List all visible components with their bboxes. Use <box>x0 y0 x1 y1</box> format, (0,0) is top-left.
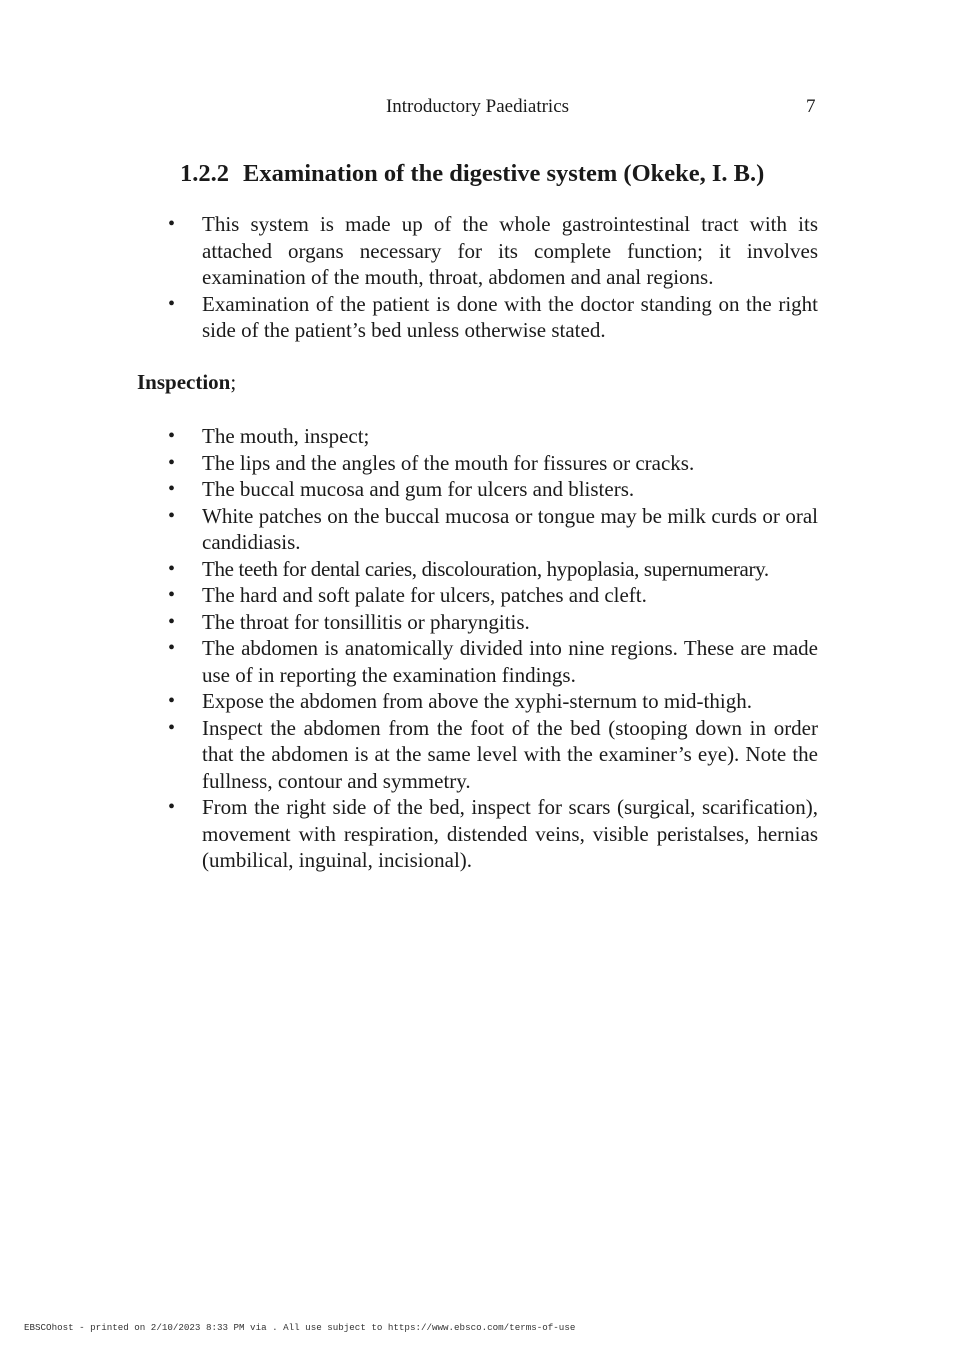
list-item <box>168 715 818 795</box>
intro-bullet-list <box>0 211 818 344</box>
list-item-text: The abdomen is anatomically divided into nine regions. These are made use of in reporting the examination findings. <box>202 636 818 687</box>
bullet-icon: • <box>168 557 175 580</box>
bullet-icon: • <box>168 504 176 527</box>
list-item <box>168 211 818 291</box>
running-header <box>0 96 955 122</box>
list-item-text: White patches on the buccal mucosa or tongue may be milk curds or oral candidiasis. <box>202 503 818 554</box>
list-item-text: Examination of the patient is done with the doctor standing on the right side of the patient’s bed unless otherwise stated. <box>202 291 818 342</box>
section-title: Examination of the digestive system (Okeke, I. B.) <box>243 160 765 187</box>
list-item <box>168 450 818 477</box>
list-item-text: The throat for tonsillitis or pharyngitis. <box>202 609 530 634</box>
bullet-icon: • <box>168 610 176 633</box>
running-title: Introductory Paediatrics <box>385 96 570 117</box>
list-item-text: The lips and the angles of the mouth for fissures or cracks. <box>202 450 695 475</box>
bullet-icon: • <box>168 584 176 606</box>
section-heading <box>180 160 764 188</box>
list-item <box>168 794 818 874</box>
bullet-icon: • <box>168 292 176 315</box>
list-item <box>168 291 818 344</box>
list-item-text: The teeth for dental caries, discolouration, hypoplasia, supernumerary. <box>202 556 769 581</box>
list-item <box>168 423 818 450</box>
list-item <box>168 556 818 583</box>
bullet-icon: • <box>168 213 176 235</box>
inspection-heading <box>137 370 236 395</box>
list-item <box>168 609 818 636</box>
list-item-text: The hard and soft palate for ulcers, patches and cleft. <box>202 583 647 607</box>
list-item-text: Inspect the abdomen from the foot of the bed (stooping down in order that the abdomen is at the same level with the examiner’s eye). Note the fullness, contour and symmetry. <box>202 715 818 793</box>
list-item-text: This system is made up of the whole gastrointestinal tract with its attached organs necessary for its complete function; it involves examination of the mouth, throat, abdomen and anal regions. <box>202 212 818 289</box>
list-item <box>168 688 818 715</box>
bullet-icon: • <box>168 425 176 447</box>
inspection-heading-suffix: ; <box>230 370 237 394</box>
list-item-text: Expose the abdomen from above the xyphi-sternum to mid-thigh. <box>202 689 752 713</box>
inspection-bullet-list <box>0 423 818 874</box>
list-item <box>168 635 818 688</box>
bullet-icon: • <box>168 796 176 818</box>
list-item-text: The mouth, inspect; <box>202 424 370 448</box>
bullet-icon: • <box>168 637 176 659</box>
bullet-icon: • <box>168 451 176 474</box>
list-item-text: The buccal mucosa and gum for ulcers and blisters. <box>202 477 635 501</box>
list-item <box>168 503 818 556</box>
inspection-heading-label: Inspection <box>137 370 231 394</box>
footer-note: EBSCOhost - printed on 2/10/2023 8:33 PM via . All use subject to https://www.ebsco.com/terms-of-use <box>24 1322 576 1333</box>
bullet-icon: • <box>168 478 176 500</box>
list-item <box>168 582 818 609</box>
page-number: 7 <box>806 96 816 117</box>
bullet-icon: • <box>168 716 176 739</box>
list-item-text: From the right side of the bed, inspect for scars (surgical, scarification), movement with respiration, distended veins, visible peristalses, hernias (umbilical, inguinal, incisional). <box>202 795 818 872</box>
bullet-icon: • <box>168 690 176 712</box>
section-number: 1.2.2 <box>180 160 229 187</box>
list-item <box>168 476 818 503</box>
